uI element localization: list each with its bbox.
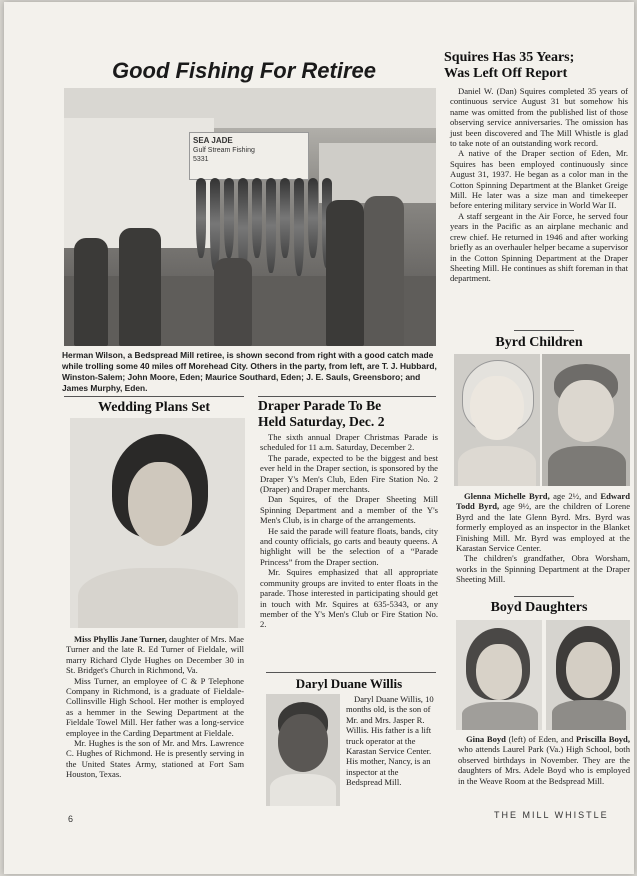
parade-paragraph: The parade, expected to be the biggest and best ever held in the Draper section, is sponsored by the Draper Y's Men's Club, Eden Fire Station No. 2 (Draper) and Draper merchants.: [260, 452, 438, 495]
gina-photo: [456, 620, 542, 730]
section-rule: [258, 396, 436, 397]
boyd-text: (left) of Eden, and: [505, 734, 576, 744]
bride-portrait: [70, 418, 245, 628]
portrait-shirt: [462, 702, 538, 730]
parade-paragraph: Dan Squires, of the Draper Sheeting Mill Spinning Department and a member of the Y's Men's Club, is in charge of the arrangements.: [260, 494, 438, 526]
child-name: Glenna Michelle Byrd,: [464, 491, 550, 501]
wedding-article: [66, 634, 244, 780]
priscilla-photo: [546, 620, 630, 730]
person-figure: [326, 200, 364, 346]
parade-article: [260, 432, 438, 630]
byrd-heading: Byrd Children: [495, 335, 583, 350]
boyd-article: [458, 734, 630, 786]
parade-paragraph: He said the parade will feature floats, bands, city and county officials, go carts and beauty queens. A highlight will be the selection of a “Parade Princess” from the Draper section.: [260, 525, 438, 567]
squires-heading: [444, 50, 630, 82]
section-rule: [64, 396, 244, 397]
portrait-face: [558, 380, 614, 442]
section-rule: [514, 596, 574, 597]
edward-photo: [542, 354, 630, 486]
daughter-name: Gina Boyd: [466, 734, 506, 744]
portrait-face: [566, 642, 612, 698]
parade-heading-line: Draper Parade To Be: [258, 398, 382, 413]
portrait-shirt: [552, 700, 626, 730]
squires-heading-line: Squires Has 35 Years;: [444, 50, 575, 65]
fishing-photo: [64, 88, 436, 346]
portrait-face: [470, 376, 524, 440]
byrd-text: age 9½, are the children of Lorene Byrd and the late Glenn Byrd. Mrs. Byrd was formerly employed as an inspector in the Blanket Finishing Mill. Mr. Byrd was employed at the Karastan Service Center.: [456, 501, 631, 554]
parade-paragraph: Mr. Squires emphasized that all appropriate community groups are invited to enter floats in the parade. Those interested in participating should get in touch with Mr. Squires at 635-5343, or any member of the Y's Men's Club or Fire Station No. 2.: [260, 567, 438, 630]
page-number: 6: [68, 814, 76, 824]
portrait-shirt: [458, 446, 536, 486]
portrait-face: [128, 462, 192, 546]
section-rule: [266, 672, 436, 673]
fishing-headline: Good Fishing For Retiree: [112, 58, 377, 83]
wedding-heading: Wedding Plans Set: [97, 400, 211, 415]
boyd-heading: Boyd Daughters: [490, 600, 588, 615]
parade-paragraph: The sixth annual Draper Christmas Parade is scheduled for 11 a.m. Saturday, December 2.: [260, 432, 438, 453]
fishing-caption: Herman Wilson, a Bedspread Mill retiree, is shown second from right with a good catch made while trolling some 40 miles off Morehead City. Others in the party, from left, are T. J. Hubbard, Winston-Salem; John Moore, Eden; Maurice Southard, Eden; J. E. Sauls, Greensboro; and James Murphy, Eden.: [62, 350, 437, 393]
person-figure: [119, 228, 161, 346]
squires-heading-line: Was Left Off Report: [444, 66, 568, 81]
person-figure: [364, 196, 404, 346]
portrait-face: [278, 714, 328, 772]
daryl-heading: Daryl Duane Willis: [295, 676, 403, 691]
parade-heading: [258, 398, 436, 430]
squires-paragraph: A native of the Draper section of Eden, Mr. Squires has been employed continuously since August 31, 1937. He began as a color man in the Cotton Spinning Department at the Blanket Greige Mill. He later was a size man and timekeeper before entering military service in World War II.: [450, 148, 628, 211]
sign-line: SEA JADE: [193, 136, 233, 145]
daryl-paragraph: Daryl Duane Willis, 10 months old, is the son of Mr. and Mrs. Jasper R. Willis. His father is a lift truck operator at the Karastan Service Center. His mother, Nancy, is an inspector at the Bedspread Mill.: [346, 694, 434, 788]
boat-sign: [189, 132, 309, 180]
byrd-article: [456, 491, 630, 585]
person-figure: [74, 238, 108, 346]
glenna-photo: [454, 354, 540, 486]
portrait-shoulders: [78, 568, 238, 628]
person-figure: [214, 258, 252, 346]
daryl-article: [346, 694, 436, 788]
bride-name: Miss Phyllis Jane Turner,: [74, 634, 167, 644]
squires-paragraph: Daniel W. (Dan) Squires completed 35 years of continuous service August 31 but somehow his name was omitted from the published list of those observing service anniversaries. The omission has just been discovered and The Mill Whistle is glad to take note of an outstanding work record.: [450, 86, 628, 149]
boyd-text: who attends Laurel Park (Va.) High School, both observed birthdays in November. They are the daughters of Mrs. Adele Boyd who is employed in the Weave Room at the Bedspread Mill.: [458, 744, 630, 786]
byrd-paragraph: The children's grandfather, Obra Worsham, works in the Spinning Department at the Draper Sheeting Mill.: [456, 553, 630, 585]
wedding-paragraph: Miss Turner, an employee of C & P Telephone Company in Richmond, is a graduate of Fieldale-Collinsville High School. Her mother is employed as a hemmer in the Sewing Department at the Fieldale Towel Mill. Her father was a long-service employee in the Carding Department at Fieldale.: [66, 675, 244, 738]
portrait-face: [476, 644, 522, 700]
portrait-shirt: [548, 446, 626, 486]
squires-article: [450, 86, 628, 284]
wedding-paragraph: Mr. Hughes is the son of Mr. and Mrs. Lawrence C. Hughes of Richmond. He is presently serving in the United States Army, stationed at Fort Sam Houston, Texas.: [66, 738, 244, 780]
byrd-text: age 2½, and: [549, 491, 601, 501]
portrait-shirt: [270, 774, 336, 806]
parade-heading-line: Held Saturday, Dec. 2: [258, 414, 385, 429]
wedding-paragraph: daughter of Mrs. Mae Turner and the late R. Ed Turner of Fieldale, will marry Richard Clyde Hughes on December 30 in St. Bridget's Church in Richmond, Va.: [66, 634, 244, 676]
baby-portrait: [266, 694, 340, 806]
newsletter-page: [4, 2, 634, 874]
sign-line: 5331: [193, 156, 209, 164]
daughter-name: Priscilla Boyd,: [575, 734, 630, 744]
sign-line: Gulf Stream Fishing: [193, 147, 255, 155]
publication-name: THE MILL WHISTLE: [494, 810, 609, 820]
squires-paragraph: A staff sergeant in the Air Force, he served four years in the Pacific as an airplane mechanic and crew chief. He returned in 1946 and after working briefly as an overhauler helper became a supervisor in the Cotton Spinning Department at the Draper Sheeting Mill. He continues as shift foreman in that department.: [450, 210, 628, 284]
child-name: Edward Todd Byrd,: [456, 491, 630, 512]
section-rule: [514, 330, 574, 331]
